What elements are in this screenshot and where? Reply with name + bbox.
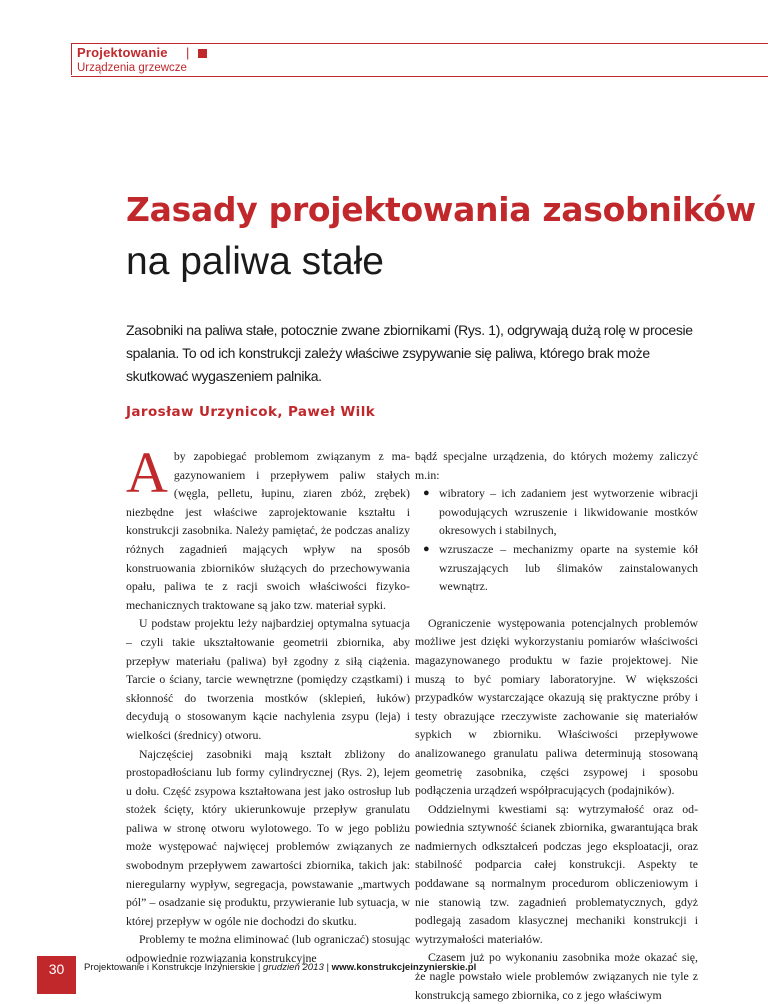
subsection-rule — [71, 76, 768, 77]
body-column-right — [415, 447, 698, 1004]
article-authors: Jarosław Urzynicok, Paweł Wilk — [126, 404, 376, 420]
paragraph: U podstaw projektu leży najbardziej optymalna sytuacja – czyli takie ukształtowanie geometrii zbiornika, aby przepływ materiału (paliwa) był zgodny z siłą ciążenia. Tarcie o ściany, tarcie wewnętrzne (pomiędzy cząstkami) i skłonność do tworzenia mostków (sklepień, łuków) decydują o stosowanym kącie nachylenia zsypu (leja) i wielkości (średnicy) otworu. — [126, 616, 410, 742]
article-lead: Zasobniki na paliwa stałe, potocznie zwane zbiornikami (Rys. 1), odgrywają dużą rolę w procesie spalania. To od ich konstrukcji zależy właściwe zsypywanie się paliwa, którego brak może skutkować wygaszeniem palnika. — [126, 322, 693, 384]
paragraph: Najczęściej zasobniki mają kształt zbliżony do prostopadłościanu lub formy cylindrycznej (Rys. 2), lejem u dołu. Część zsypowa kształtowana jest jako ostrosłup lub stożek ścięty, który ukierunkowuje przepływ granulatu paliwa w stronę otworu wylotowego. To w jego pobliżu może występować najwięcej problemów związanych ze swobodnym przepływem zawartości zbiornika, takich jak: nieregularny wypływ, segregacja, powstawanie „martwych pól” – osadzanie się produktu, przywieranie lub sytuacja, w której przepływ w ogóle nie dochodzi do skutku. — [126, 746, 410, 928]
article-title: Zasady projektowania zasobników — [126, 190, 756, 229]
footer: Projektowanie i Konstrukcje Inżynierskie | grudzień 2013 | www.konstrukcjeinzynierskie.pl — [84, 962, 477, 973]
drop-cap: A — [126, 440, 168, 505]
spacer — [415, 596, 698, 614]
paragraph: bądź specjalne urządzenia, do których możemy zaliczyć m.in: — [415, 449, 698, 482]
website-link[interactable]: www.konstrukcjeinzynierskie.pl — [331, 962, 477, 973]
body-column-left — [126, 440, 410, 968]
header-vertical-rule — [71, 43, 72, 75]
header-rule — [71, 43, 768, 44]
subsection-title: Urządzenia grzewcze — [77, 62, 187, 74]
list-item: ● wibratory – ich zadaniem jest wytworzenie wibracji powodujących wzruszenie i likwidowanie mostków okresowych i stabilnych, — [423, 486, 698, 538]
paragraph: Oddzielnymi kwestiami są: wytrzymałość oraz odpowiednia sztywność ścianek zbiornika, gwarantująca brak nadmiernych odkształceń podczas jego eksploatacji, oraz stabilność podparcia całej konstrukcji. Aspekty te poddawane są normalnym procedurom obliczeniowym i nie stanowią tzw. zagadnień problematycznych, gdyż podlegają zasadom klasycznej mechaniki konstrukcji i wytrzymałości materiałów. — [415, 801, 698, 946]
bullet-icon: ● — [423, 542, 430, 555]
paragraph: Ograniczenie występowania potencjalnych problemów możliwe jest dzięki wykorzystaniu pomiarów właściwości magazynowanego produktu w fazie projektowej. Nie muszą to być pomiary laboratoryjne. W większości przypadków wystarczające okazują się praktyczne próby i testy obrazujące rzeczywiste zachowanie się materiałów sypkich w zbiorniku. Właściwości przepływowe analizowanego granulatu paliwa determinują stosowaną geometrię zasobnika, części zsypowej i sposobu podłączenia urządzeń współpracujących (podajników). — [415, 615, 698, 798]
square-marker-icon — [198, 49, 207, 58]
paragraph: Problemy te można eliminować (lub ograniczać) stosując odpowiednie rozwiązania konstrukcyjne — [126, 932, 410, 966]
page-number: 30 — [48, 961, 65, 977]
section-separator: | — [186, 45, 190, 60]
paragraph: Czasem już po wykonaniu zasobnika może okazać się, że nagle powstało wiele problemów związanych nie tyle z konstrukcją samego zbiornika, co z jego właściwym — [415, 950, 698, 1002]
paragraph: Aby zapobiegać problemom związanym z magazynowaniem i przepływem paliw stałych (węgla, pelletu, łupinu, ziaren zbóż, zrębek) niezbędne jest właściwe zaprojektowanie kształtu i konstrukcji zasobnika. Należy pamiętać, że podczas analizy różnych zagadnień mających wpływ na sposób konstruowania zbiorników służących do przechowywania opału, paliwa te z racji swoich właściwości fizyko-mechanicznych traktowane są jako tzw. materiał sypki. — [126, 440, 410, 612]
list-item: ● wzruszacze – mechanizmy oparte na systemie kół wzruszających lub ślimaków zainstalowanych wewnątrz. — [423, 541, 698, 594]
bullet-icon: ● — [423, 487, 430, 500]
bullet-list — [415, 484, 698, 596]
issue-date: grudzień 2013 — [263, 962, 324, 973]
section-title: Projektowanie — [77, 45, 168, 60]
article-subtitle: na paliwa stałe — [126, 240, 384, 283]
journal-name: Projektowanie i Konstrukcje Inżynierskie — [84, 962, 256, 973]
